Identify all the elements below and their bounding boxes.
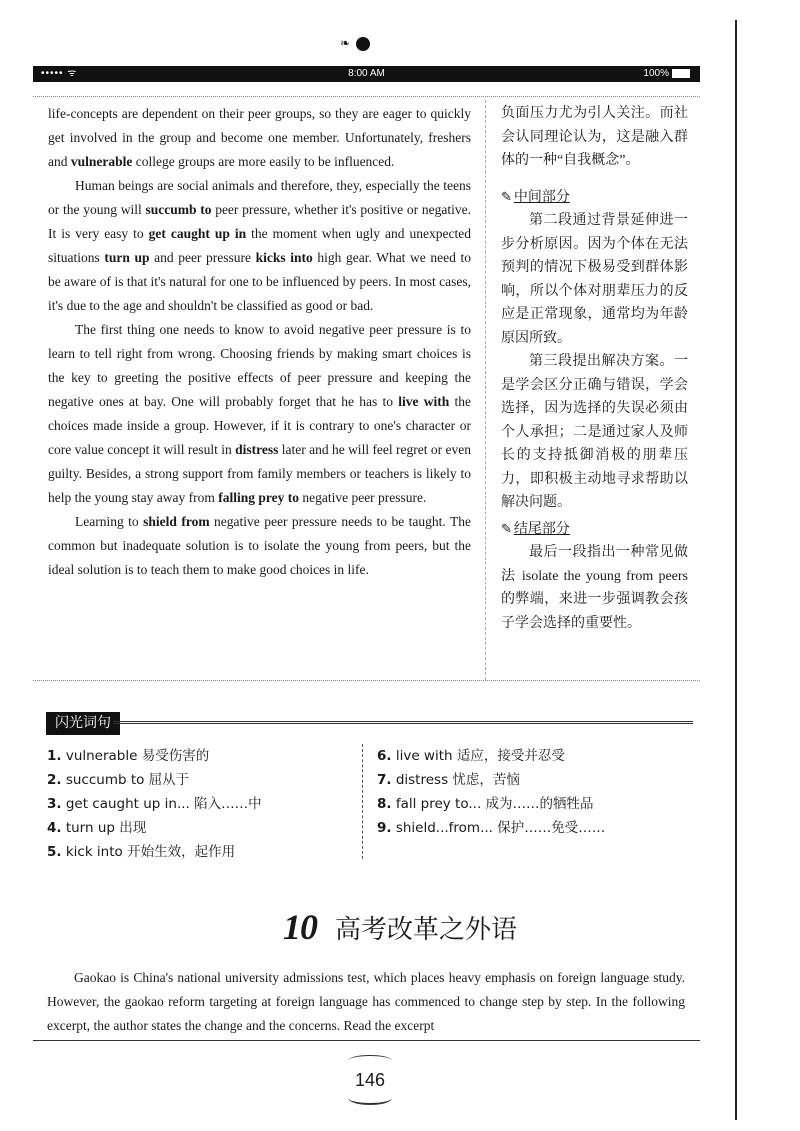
key-term-vulnerable: vulnerable	[70, 154, 133, 169]
article-body	[48, 102, 471, 582]
section-intro	[47, 966, 685, 1038]
note-middle-2: 第三段提出解决方案。一是学会区分正确与错误，学会选择，因为选择的失误必须由个人承担；二是通过家人及师长的支持抵御消极的朋辈压力，即积极主动地寻求帮助以解决问题。	[501, 354, 688, 510]
note-heading-end: ✎ 结尾部分	[501, 517, 688, 542]
key-term-succumb: succumb to	[145, 202, 212, 217]
page-edge-rule	[735, 20, 737, 1120]
glossary-header	[33, 712, 693, 734]
pen-icon: ✎	[501, 188, 512, 204]
key-term-shield-from: shield from	[143, 514, 210, 529]
glossary-item: 2. succumb to 屈从于	[47, 772, 190, 788]
paragraph-4: Learning to shield from negative peer pressure needs to be taught. The common but inadequate solution is to isolate the young from peers, but the ideal solution is to teach them to make good choices in life.	[48, 514, 471, 577]
section-heading	[0, 906, 800, 948]
glossary-column-right	[377, 744, 677, 840]
battery-indicator	[643, 66, 690, 82]
section-number: 10	[282, 907, 317, 947]
page-number: 146	[354, 1070, 386, 1090]
glossary-item: 5. kick into 开始生效，起作用	[47, 844, 236, 860]
intro-paragraph: Gaokao is China's national university admissions test, which places heavy emphasis on foreign language study. However, the gaokao reform targeting at foreign language has commenced to change step by step. In the following excerpt, the author states the change and the concerns. Read the excerpt	[47, 970, 685, 1033]
pen-icon: ✎	[501, 520, 512, 536]
status-time: 8:00 AM	[348, 68, 385, 79]
key-term-live-with: live with	[398, 394, 450, 409]
note-middle-1: 第二段通过背景延伸进一步分析原因。因为个体在无法预判的情况下极易受到群体影响，所以个体对朋辈压力的反应是正常现象，通常均为年龄原因所致。	[501, 213, 688, 346]
camera-dot-icon	[356, 37, 370, 51]
glossary-item: 3. get caught up in... 陷入……中	[47, 796, 262, 812]
glossary-item: 4. turn up 出现	[47, 820, 147, 836]
key-term-falling-prey: falling prey to	[218, 490, 299, 505]
dotted-border-bottom	[33, 680, 700, 681]
note-heading-middle: ✎ 中间部分	[501, 185, 688, 210]
paragraph-1: life-concepts are dependent on their peer groups, so they are eager to quickly get involved in the group and become one member. Unfortunately, freshers and vulnerable college groups are more easily to be influenced.	[48, 106, 471, 169]
glossary-item: 9. shield...from... 保护……免受……	[377, 820, 606, 836]
battery-percent: 100%	[643, 68, 669, 79]
glossary-item: 8. fall prey to... 成为……的牺牲品	[377, 796, 594, 812]
paragraph-2: Human beings are social animals and therefore, they, especially the teens or the young will succumb to peer pressure, whether it's positive or negative. It is very easy to get caught up in the moment when ugly and unexpected situations turn up and peer pressure kicks into high gear. What we need to be aware of is that it's natural for one to be influenced by peers. In most cases, it's due to the age and shouldn't be classified as good or bad.	[48, 178, 471, 313]
note-intro: 负面压力尤为引人关注。而社会认同理论认为，这是融入群体的一种“自我概念”。	[501, 106, 688, 168]
bottom-rule	[33, 1040, 700, 1041]
key-term-distress: distress	[235, 442, 279, 457]
glossary-item: 6. live with 适应，接受并忍受	[377, 748, 565, 764]
key-term-turn-up: turn up	[104, 250, 150, 265]
signal-icon: ••••• ᯤ	[41, 68, 78, 79]
page-arc-bottom	[348, 1091, 392, 1105]
key-term-caught-up: get caught up in	[148, 226, 247, 241]
key-term-kicks-into: kicks into	[255, 250, 313, 265]
page-number-badge	[340, 1055, 400, 1105]
paragraph-3: The first thing one needs to know to avoid negative peer pressure is to learn to tell right from wrong. Choosing friends by making smart choices is the key to greeting the positive effects of peer pressure and keeping the negative ones at bay. One will probably forget that he has to live with the choices made inside a group. However, if it is contrary to one's character or core value concept it will result in distress later and he will feel regret or even guilty. Besides, a strong support from family members or teachers is likely to help the young stay away from falling prey to negative peer pressure.	[48, 322, 472, 505]
glossary-divider	[362, 744, 363, 859]
glossary-rule	[113, 721, 693, 724]
note-end-1: 最后一段指出一种常见做法 isolate the young from peers 的弊端，来进一步强调教会孩子学会选择的重要性。	[501, 545, 688, 631]
battery-icon	[672, 69, 690, 78]
article-section	[33, 90, 700, 685]
analysis-notes	[501, 102, 688, 635]
glossary-title: 闪光词句	[46, 712, 120, 735]
column-divider	[485, 100, 486, 680]
section-title: 高考改革之外语	[334, 914, 517, 945]
dotted-border-top	[33, 96, 700, 97]
glossary-item: 1. vulnerable 易受伤害的	[47, 748, 210, 764]
page-arc-top	[348, 1055, 392, 1066]
status-bar	[33, 66, 700, 82]
glossary-column-left	[47, 744, 347, 864]
glossary-item: 7. distress 忧虑，苦恼	[377, 772, 520, 788]
top-ornament: ❧	[340, 36, 370, 51]
